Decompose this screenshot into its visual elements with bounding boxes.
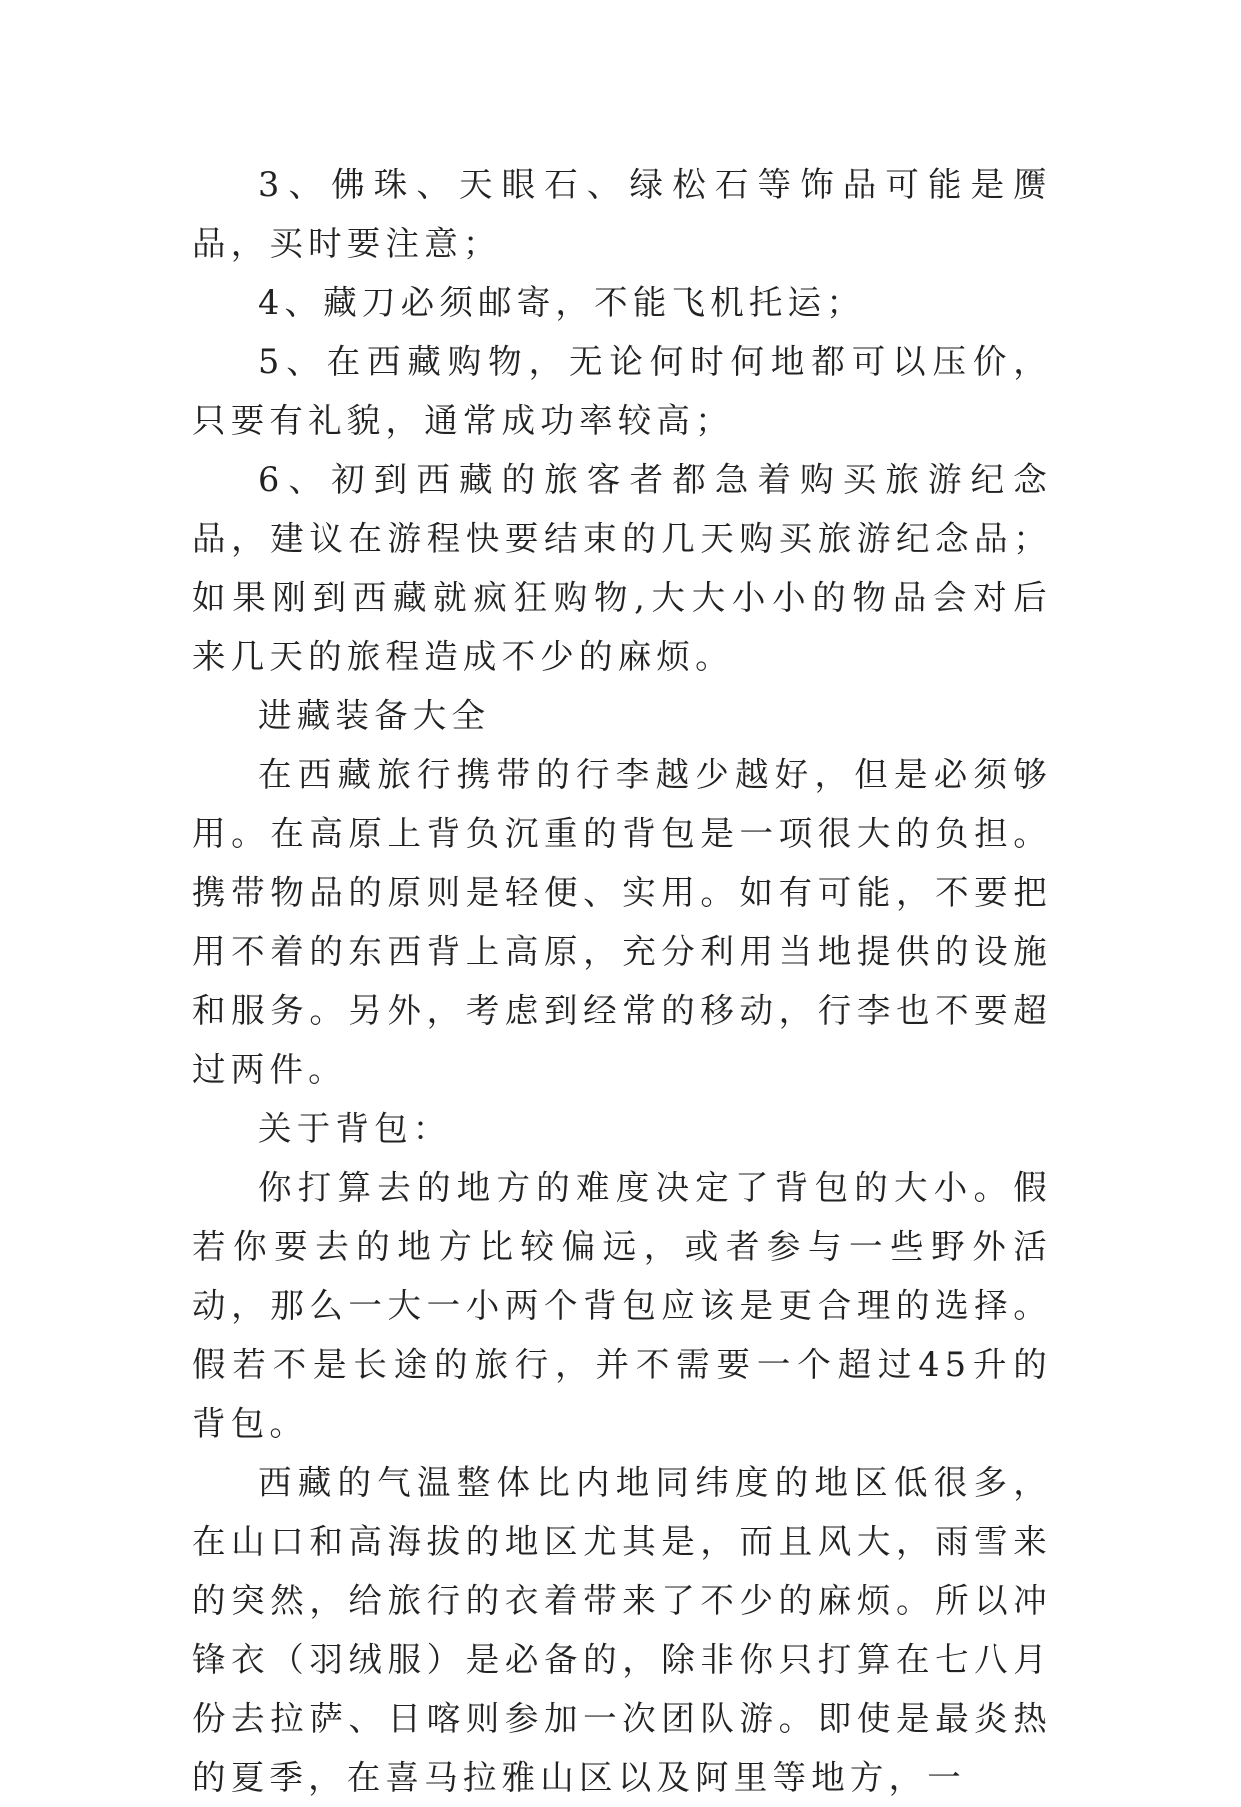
paragraph-backpack: 你打算去的地方的难度决定了背包的大小。假若你要去的地方比较偏远，或者参与一些野外活动，那么一大一小两个背包应该是更合理的选择。假若不是长途的旅行，并不需要一个超过45升的背包。: [192, 1168, 1052, 1443]
paragraph-clothing: 西藏的气温整体比内地同纬度的地区低很多，在山口和高海拔的地区尤其是，而且风大，雨雪来的突然，给旅行的衣着带来了不少的麻烦。所以冲锋衣（羽绒服）是必备的，除非你只打算在七八月份去拉萨、日喀则参加一次团队游。即使是最炎热的夏季，在喜马拉雅山区以及阿里等地方，一: [192, 1463, 1052, 1797]
paragraph-tip-3: 3、佛珠、天眼石、绿松石等饰品可能是赝品，买时要注意；: [192, 165, 1052, 263]
section-heading-equipment: 进藏装备大全: [258, 696, 491, 735]
paragraph-tip-5: 5、在西藏购物，无论何时何地都可以压价，只要有礼貌，通常成功率较高；: [192, 342, 1052, 440]
document-body: [192, 155, 1052, 1807]
paragraph-tip-6: 6、初到西藏的旅客者都急着购买旅游纪念品，建议在游程快要结束的几天购买旅游纪念品；如果刚到西藏就疯狂购物,大大小小的物品会对后来几天的旅程造成不少的麻烦。: [192, 460, 1052, 676]
paragraph-luggage: 在西藏旅行携带的行李越少越好，但是必须够用。在高原上背负沉重的背包是一项很大的负担。携带物品的原则是轻便、实用。如有可能，不要把用不着的东西背上高原，充分利用当地提供的设施和服务。另外，考虑到经常的移动，行李也不要超过两件。: [192, 755, 1052, 1089]
paragraph-tip-4: 4、藏刀必须邮寄，不能飞机托运；: [258, 283, 866, 322]
section-heading-backpack: 关于背包：: [258, 1109, 452, 1148]
